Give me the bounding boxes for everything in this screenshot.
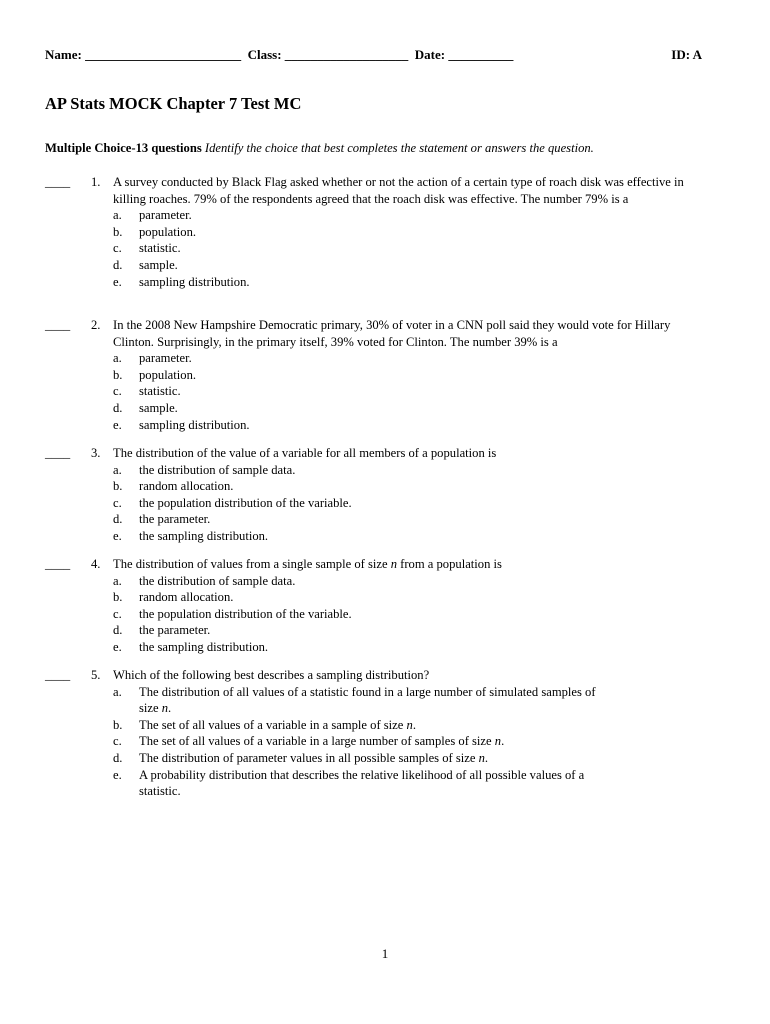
option-text: random allocation. xyxy=(139,590,234,605)
option-text: the sampling distribution. xyxy=(139,528,269,543)
answer-blank: ____ xyxy=(45,557,71,571)
question-number: 1. xyxy=(91,175,101,189)
option-text: the distribution of sample data. xyxy=(139,573,296,588)
question-text-end: from a population is xyxy=(397,557,502,571)
option-d xyxy=(113,750,708,767)
option-letter: e. xyxy=(113,528,122,543)
option-end: . xyxy=(168,701,172,716)
question-5 xyxy=(45,667,715,800)
option-c xyxy=(113,383,708,400)
option-text: sample. xyxy=(139,257,178,272)
question-text-start: The distribution of values from a single sample of size xyxy=(113,557,391,571)
section-heading xyxy=(45,141,725,156)
option-letter: d. xyxy=(113,750,123,765)
option-b xyxy=(113,717,708,734)
question-1 xyxy=(45,174,715,290)
option-text: The set of all values of a variable in a sample of size xyxy=(139,717,407,732)
question-number: 5. xyxy=(91,668,101,682)
question-number: 4. xyxy=(91,557,101,571)
option-text: parameter. xyxy=(139,351,192,366)
question-text: A survey conducted by Black Flag asked whether or not the action of a certain type of roach disk was effective in killing roaches. 79% of the respondents agreed that the roach disk was effective. The number 79% is a xyxy=(113,175,684,206)
option-text: A probability distribution that describes the relative likelihood of all possible values of a statistic. xyxy=(139,767,585,799)
option-letter: b. xyxy=(113,479,123,494)
option-c xyxy=(113,606,708,623)
page-title: AP Stats MOCK Chapter 7 Test MC xyxy=(45,94,302,113)
option-text: the population distribution of the variable. xyxy=(139,606,352,621)
answer-blank: ____ xyxy=(45,318,71,332)
option-letter: d. xyxy=(113,257,123,272)
option-letter: a. xyxy=(113,351,122,366)
question-text: In the 2008 New Hampshire Democratic primary, 30% of voter in a CNN poll said they would vote for Hillary Clinton. Surprisingly, in the primary itself, 39% voted for Clinton. The number 39% is a xyxy=(113,318,671,349)
option-b xyxy=(113,478,708,495)
option-text: the sampling distribution. xyxy=(139,639,269,654)
option-letter: b. xyxy=(113,590,123,605)
question-number: 2. xyxy=(91,318,101,332)
section-title: Multiple Choice-13 questions xyxy=(45,141,202,155)
option-e xyxy=(113,528,708,545)
variable-n: n xyxy=(161,701,169,716)
option-letter: c. xyxy=(113,734,122,749)
option-letter: d. xyxy=(113,400,123,415)
option-text: The distribution of parameter values in all possible samples of size xyxy=(139,750,479,765)
class-field: Class: ___________________ xyxy=(247,47,409,62)
option-letter: a. xyxy=(113,573,122,588)
option-letter: b. xyxy=(113,717,123,732)
option-text: the distribution of sample data. xyxy=(139,462,296,477)
variable-n: n xyxy=(478,750,485,765)
question-text xyxy=(113,556,708,573)
option-text: sampling distribution. xyxy=(139,417,250,432)
option-a xyxy=(113,573,708,590)
question-text: Which of the following best describes a sampling distribution? xyxy=(113,668,430,682)
option-letter: c. xyxy=(113,606,122,621)
option-letter: b. xyxy=(113,224,123,239)
option-e xyxy=(113,417,708,434)
option-b xyxy=(113,589,708,606)
option-letter: e. xyxy=(113,274,122,289)
option-a xyxy=(113,350,708,367)
question-text: The distribution of the value of a variable for all members of a population is xyxy=(113,446,497,460)
option-letter: c. xyxy=(113,241,122,256)
option-c xyxy=(113,495,708,512)
option-e xyxy=(113,639,708,656)
answer-blank: ____ xyxy=(45,668,71,682)
variable-n: n xyxy=(494,734,502,749)
variable-n: n xyxy=(406,717,413,732)
option-text: population. xyxy=(139,224,197,239)
option-c xyxy=(113,240,708,257)
option-end: . xyxy=(412,717,416,732)
option-letter: d. xyxy=(113,512,123,527)
option-text: sample. xyxy=(139,400,178,415)
option-text: The distribution of all values of a statistic found in a large number of simulated samples of size xyxy=(139,684,596,716)
option-text: the population distribution of the variable. xyxy=(139,495,352,510)
date-field: Date: __________ xyxy=(414,47,514,62)
option-letter: d. xyxy=(113,623,123,638)
option-text: The set of all values of a variable in a large number of samples of size xyxy=(139,734,495,749)
question-3 xyxy=(45,445,715,545)
option-end: . xyxy=(501,734,505,749)
option-c xyxy=(113,733,708,750)
answer-blank: ____ xyxy=(45,446,71,460)
option-d xyxy=(113,400,708,417)
option-a xyxy=(113,207,708,224)
option-e xyxy=(113,767,708,800)
name-field: Name: ________________________ xyxy=(45,47,242,62)
option-b xyxy=(113,224,708,241)
answer-blank: ____ xyxy=(45,175,71,189)
question-4 xyxy=(45,556,715,656)
option-b xyxy=(113,367,708,384)
option-letter: a. xyxy=(113,208,122,223)
option-d xyxy=(113,622,708,639)
option-end: . xyxy=(484,750,489,765)
option-letter: a. xyxy=(113,684,122,699)
option-text: statistic. xyxy=(139,241,181,256)
option-letter: e. xyxy=(113,417,122,432)
option-d xyxy=(113,257,708,274)
variable-n: n xyxy=(390,557,397,571)
option-text: the parameter. xyxy=(139,512,211,527)
option-d xyxy=(113,511,708,528)
option-text: parameter. xyxy=(139,208,192,223)
option-text: statistic. xyxy=(139,384,181,399)
header-fields xyxy=(45,47,513,63)
option-letter: c. xyxy=(113,384,122,399)
question-2 xyxy=(45,317,715,433)
option-text: the parameter. xyxy=(139,623,211,638)
page-number: 1 xyxy=(381,946,389,961)
version-id: ID: A xyxy=(671,47,702,62)
option-letter: e. xyxy=(113,639,122,654)
option-text: sampling distribution. xyxy=(139,274,250,289)
option-letter: c. xyxy=(113,495,122,510)
section-instructions: Identify the choice that best completes the statement or answers the question. xyxy=(204,141,594,155)
option-text: random allocation. xyxy=(139,479,234,494)
option-letter: a. xyxy=(113,462,122,477)
question-number: 3. xyxy=(91,446,101,460)
option-a xyxy=(113,684,708,717)
option-letter: b. xyxy=(113,367,123,382)
option-text: population. xyxy=(139,367,197,382)
option-e xyxy=(113,274,708,291)
option-a xyxy=(113,462,708,479)
option-letter: e. xyxy=(113,767,122,782)
